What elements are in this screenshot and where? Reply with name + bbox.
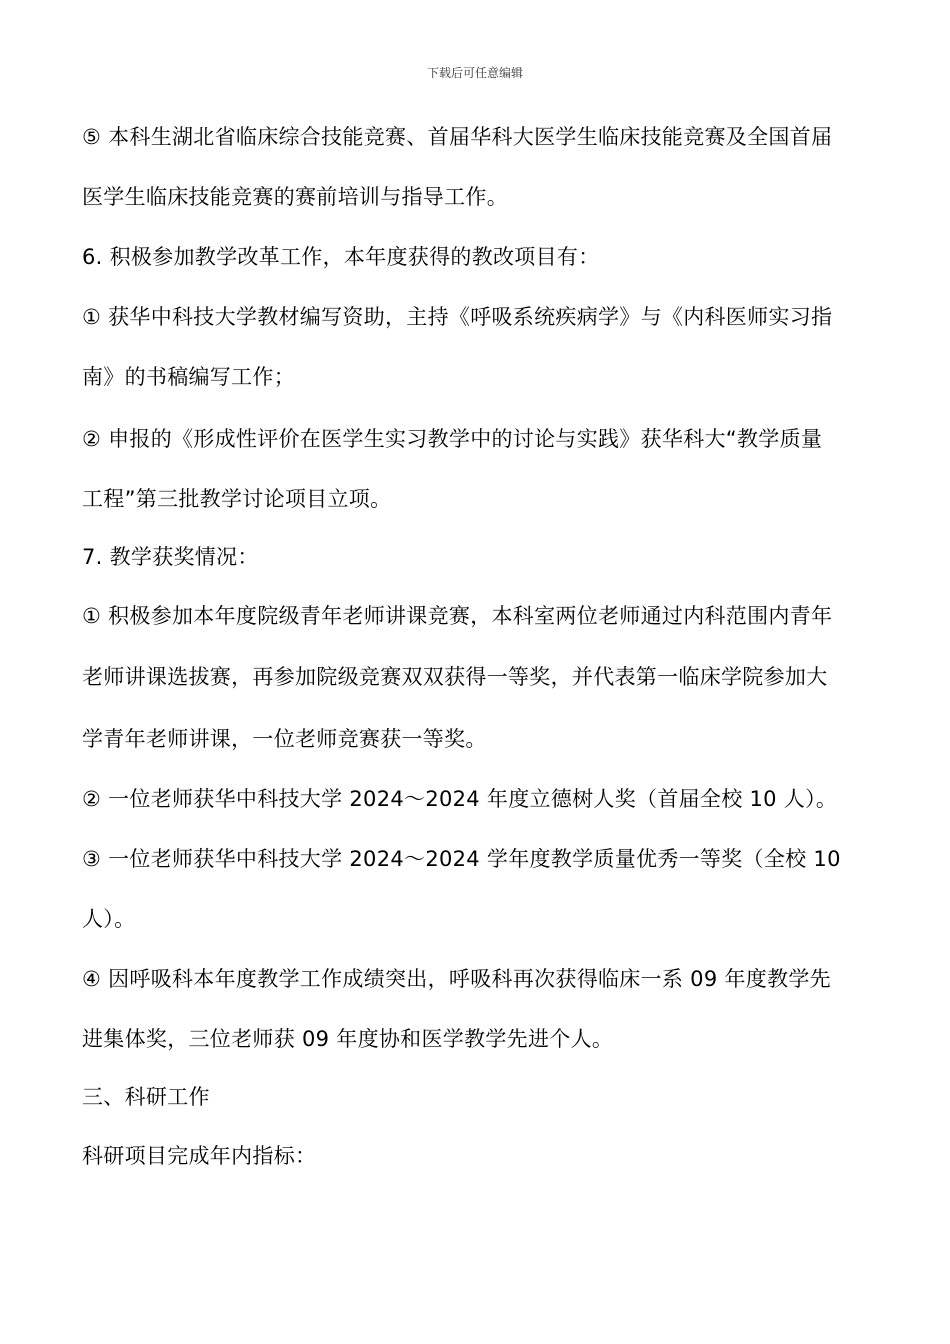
paragraph-line: 学青年老师讲课，一位老师竞赛获一等奖。 — [82, 727, 487, 751]
paragraph-line: ③ 一位老师获华中科技大学 2024～2024 学年度教学质量优秀一等奖（全校 10 — [82, 847, 841, 871]
paragraph-line: ④ 因呼吸科本年度教学工作成绩突出，呼吸科再次获得临床一系 09 年度教学先 — [82, 967, 831, 991]
paragraph-line: 工程”第三批教学讨论项目立项。 — [82, 487, 392, 511]
paragraph-line: ⑤ 本科生湖北省临床综合技能竞赛、首届华科大医学生临床技能竞赛及全国首届 — [82, 125, 833, 149]
paragraph-line: 老师讲课选拔赛，再参加院级竞赛双双获得一等奖，并代表第一临床学院参加大 — [82, 665, 828, 689]
paragraph-line: ② 申报的《形成性评价在医学生实习教学中的讨论与实践》获华科大“教学质量 — [82, 427, 823, 451]
paragraph-line: 人）。 — [82, 907, 136, 931]
paragraph-line: 科研项目完成年内指标： — [82, 1144, 317, 1168]
section-heading-7: 7. 教学获奖情况： — [82, 545, 259, 569]
paragraph-line: ② 一位老师获华中科技大学 2024～2024 年度立德树人奖（首届全校 10 人）。 — [82, 787, 838, 811]
section-heading-3: 三、科研工作 — [82, 1085, 210, 1109]
paragraph-line: 医学生临床技能竞赛的赛前培训与指导工作。 — [82, 185, 508, 209]
paragraph-line: ① 积极参加本年度院级青年老师讲课竞赛，本科室两位老师通过内科范围内青年 — [82, 604, 833, 628]
paragraph-line: 进集体奖，三位老师获 09 年度协和医学教学先进个人。 — [82, 1027, 614, 1051]
section-heading-6: 6. 积极参加教学改革工作，本年度获得的教改项目有： — [82, 245, 600, 269]
paragraph-line: ① 获华中科技大学教材编写资助，主持《呼吸系统疾病学》与《内科医师实习指 — [82, 305, 833, 329]
paragraph-line: 南》的书稿编写工作； — [82, 365, 295, 389]
page-header: 下载后可任意编辑 — [426, 66, 523, 80]
